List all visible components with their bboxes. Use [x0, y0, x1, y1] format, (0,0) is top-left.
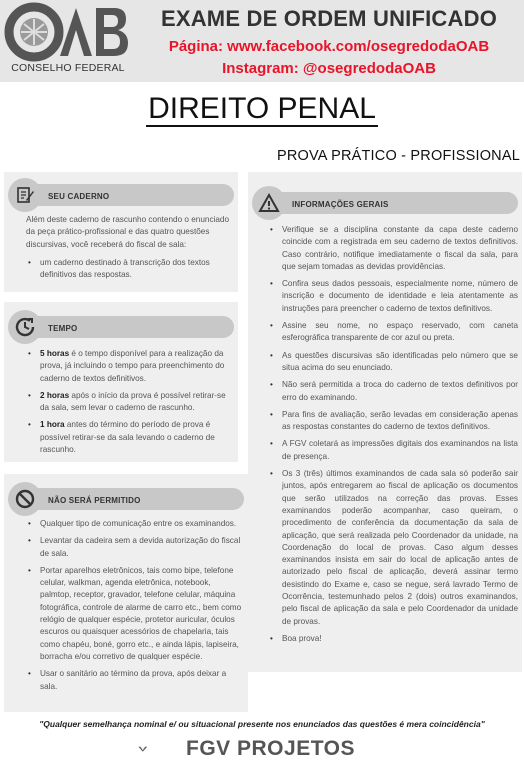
warning-icon: [252, 186, 286, 220]
list-item: • Levantar da cadeira sem a devida autorização do fiscal de sala.: [26, 535, 244, 560]
facebook-line[interactable]: Página: www.facebook.com/osegredodaOAB: [168, 38, 490, 55]
section-body: [26, 518, 244, 698]
section-title: SEU CADERNO: [48, 192, 110, 201]
header-banner: [0, 0, 524, 82]
list-item: • Verifique se a disciplina constante da capa deste caderno coincide com a registrada em seu caderno de textos definitivos. Caso contrário, notifique imediatamente o fiscal da sala, para que sejam tomadas as devidas providências.: [268, 224, 518, 273]
section-body: [26, 214, 232, 286]
list-item: • Assine seu nome, no espaço reservado, com caneta esferográfica transparente de cor azul ou preta.: [268, 320, 518, 345]
list-item: • Portar aparelhos eletrônicos, tais como bipe, telefone celular, walkman, agenda eletrônica, notebook, palmtop, receptor, gravador, telefone celular, máquina fotográfica, controle de alarme de carro etc., bem como relógio de qualquer espécie, protetor auricular, óculos escuros ou quaisquer acessórios de chapelaria, tais como chapéu, boné, gorro etc., e ainda lápis, lapiseira, borracha e/ou corretivo de qualquer espécie.: [26, 565, 244, 663]
list-item: • Não será permitida a troca do caderno de textos definitivos por erro do examinando.: [268, 379, 518, 404]
list-item: • 2 horas após o início da prova é possível retirar-se da sala, sem levar o caderno de rascunho.: [26, 390, 232, 415]
panel-informacoes-gerais: [248, 172, 522, 672]
list-item: • Os 3 (três) últimos examinandos de cada sala só poderão sair juntos, após entregarem ao fiscal de aplicação os documentos que serão utilizados na correção das provas. Esses examinandos poderão acompanhar, caso queiram, o procedimento de conferência da documentação da sala de aplicação, que será realizada pelo Coordenador da unidade, na Coordenação do local de provas. Caso algum desses examinandos insista em sair do local de aplicação antes de autorizado pelo fiscal de aplicação, deverá assinar termo desistindo do Exame e, caso se negue, será lavrado Termo de Ocorrência, testemunhado pelos 2 (dois) outros examinandos, pelo fiscal de aplicação da sala e pelo Coordenador da unidade de provas.: [268, 468, 518, 628]
list-item: • Qualquer tipo de comunicação entre os examinandos.: [26, 518, 244, 530]
list-item: • Confira seus dados pessoais, especialmente nome, número de inscrição e documento de identidade e leia atentamente as instruções para preencher o caderno de textos definitivos.: [268, 278, 518, 315]
panel-seu-caderno: [4, 172, 238, 292]
list-item: • Para fins de avaliação, serão levadas em consideração apenas as respostas constantes do caderno de textos definitivos.: [268, 409, 518, 434]
exam-type: PROVA PRÁTICO - PROFISSIONAL: [276, 148, 520, 164]
list-item: • A FGV coletará as impressões digitais dos examinandos na lista de presença.: [268, 438, 518, 463]
section-title: INFORMAÇÕES GERAIS: [292, 200, 389, 209]
section-body: [268, 224, 518, 650]
section-intro: Além deste caderno de rascunho contendo o enunciado da peça prático-profissional e das quatro questões discursivas, você receberá do fiscal de sala:: [26, 215, 230, 249]
pencil-note-icon: [8, 178, 42, 212]
instagram-line[interactable]: Instagram: @osegredodaOAB: [222, 60, 436, 77]
section-body: [26, 348, 232, 461]
list-item: • Boa prova!: [268, 633, 518, 645]
list-item: • 1 hora antes do término do período de prova é possível retirar-se da sala levando o caderno de rascunho.: [26, 419, 232, 456]
disclaimer-note: "Qualquer semelhança nominal e/ ou situacional presente nos enunciados das questões é mera coincidência": [39, 719, 485, 729]
panel-nao-permitido: [4, 474, 248, 712]
panel-tempo: [4, 302, 238, 462]
section-title: NÃO SERÁ PERMITIDO: [48, 496, 141, 505]
fgv-brand: FGV PROJETOS: [186, 737, 355, 760]
list-item: • Usar o sanitário ao término da prova, após deixar a sala.: [26, 668, 244, 693]
subject-title: DIREITO PENAL: [148, 92, 376, 125]
prohibited-icon: [8, 482, 42, 516]
list-item: • As questões discursivas são identificadas pelo número que se situa acima do seu enunciado.: [268, 350, 518, 375]
fgv-logo-mark: [138, 734, 188, 764]
oab-subtitle: CONSELHO FEDERAL: [11, 62, 125, 74]
exam-title: EXAME DE ORDEM UNIFICADO: [160, 6, 498, 31]
clock-icon: [8, 310, 42, 344]
list-item: • um caderno destinado à transcrição dos textos definitivos das respostas.: [26, 257, 232, 282]
list-item: • 5 horas é o tempo disponível para a realização da prova, já incluindo o tempo para preenchimento do caderno de textos definitivos.: [26, 348, 232, 385]
section-title: TEMPO: [48, 324, 78, 333]
